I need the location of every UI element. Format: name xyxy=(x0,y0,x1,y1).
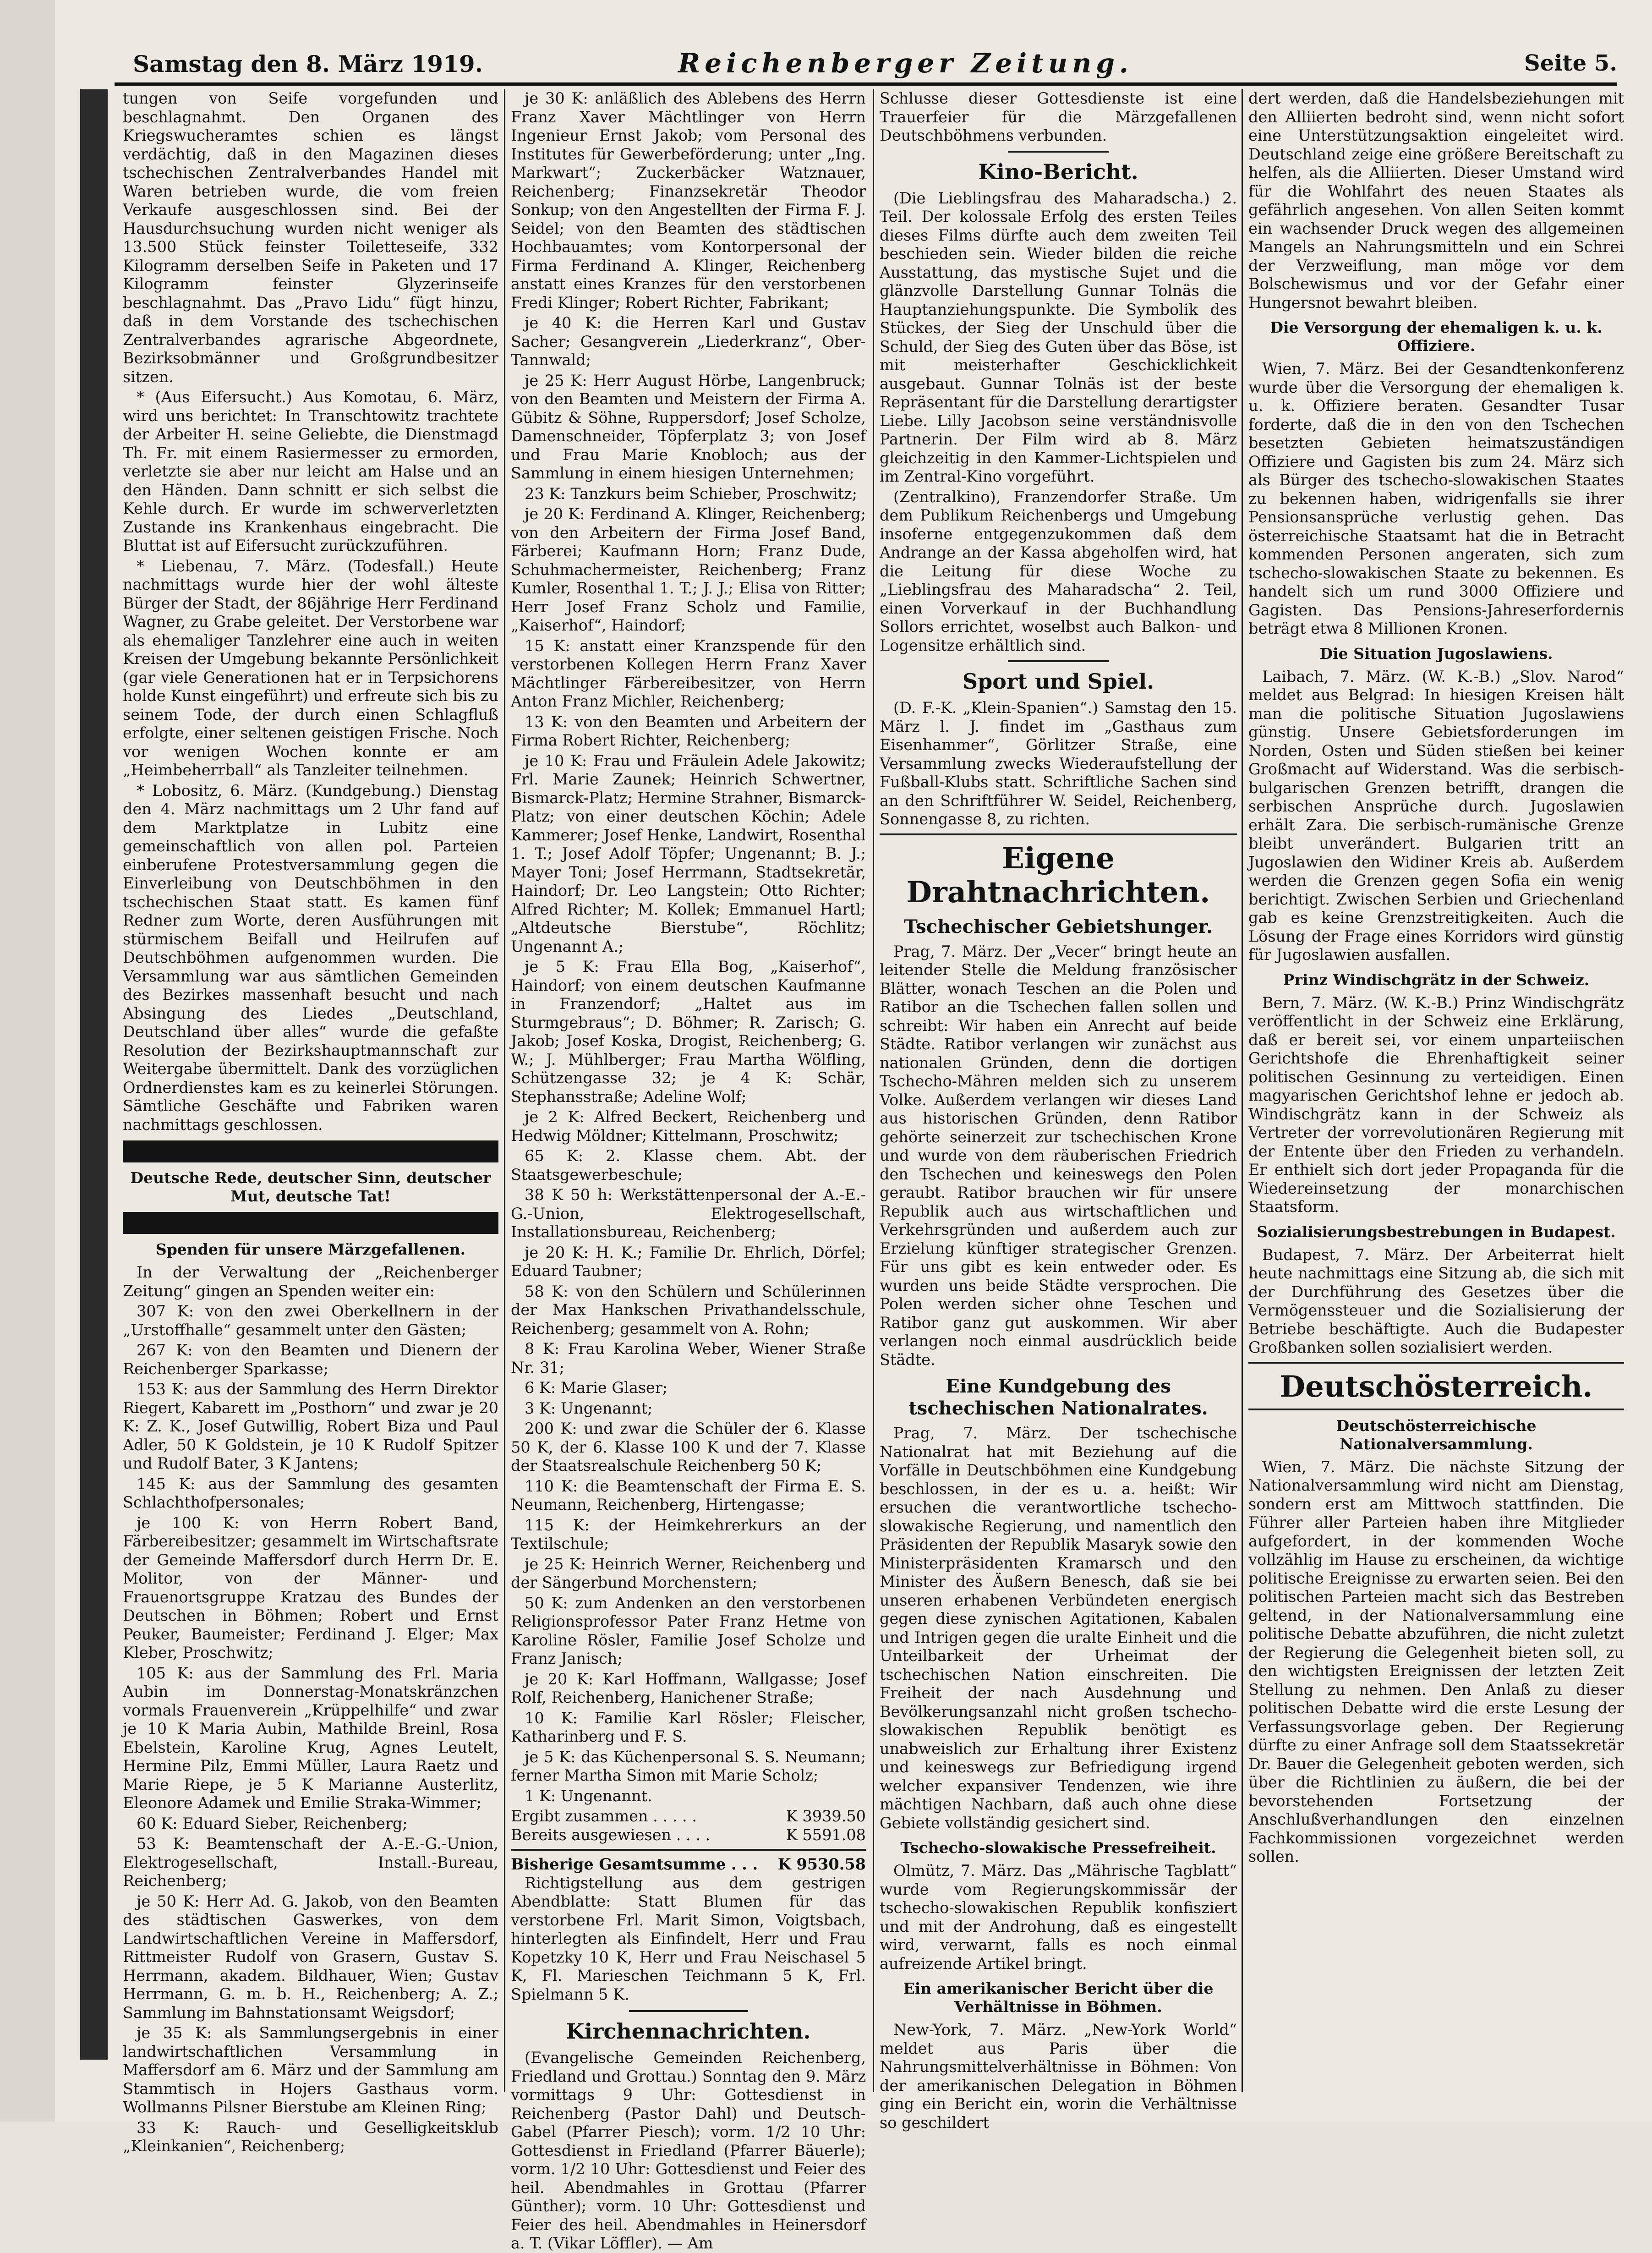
article-pressefreiheit: Olmütz, 7. März. Das „Mährische Tagblatt“ wurde vom Regierungskommissär der tschecho-slowakischen Republik konfisziert und mit der Androhung, daß es eingestellt wird, verwarnt, falls es noch einmal aufreizende Artikel bringt. xyxy=(880,1862,1237,1973)
donation-entry: je 20 K: Karl Hoffmann, Wallgasse; Josef Rolf, Reichenberg, Hanichener Straße; xyxy=(511,1670,866,1706)
donation-entry: 38 K 50 h: Werkstättenpersonal der A.-E.-G.-Union, Elektrogesellschaft, Installationsbureau, Reichenberg; xyxy=(511,1186,866,1241)
donation-entry: je 5 K: das Küchenpersonal S. S. Neumann; ferner Martha Simon mit Marie Scholz; xyxy=(511,1748,866,1784)
sum-label: Ergibt zusammen . . . . . xyxy=(511,1807,697,1825)
article-amerikanischer-bericht-continuation: dert werden, daß die Handelsbeziehungen mit den Alliierten bedroht sind, wenn nicht sofort eine Unterstützungsaktion eingeleitet wird. Deutschland zeige eine größere Bereitschaft zu helfen, als die Alliierten. Dieser Umstand wird für die Wohlfahrt des neuen Staates als gefährlich angesehen. Von allen Seiten kommt ein wachsender Druck wegen des allgemeinen Mangels an Nahrungsmitteln und ein Schrei der Verzweiflung, man möge vor dem Bolschewismus und vor der Gefahr einer Hungersnot bewahrt bleiben. xyxy=(1248,89,1624,312)
article-eifersucht: * (Aus Eifersucht.) Aus Komotau, 6. März, wird uns berichtet: In Transchtowitz trachtete der Arbeiter H. seine Geliebte, die Dienstmagd Th. Fr. mit einem Rasiermesser zu ermorden, verletzte sie aber nur leicht am Halse und an den Händen. Dann schnitt er sich selbst die Kehle durch. Er wurde im schwerverletzten Zustande ins Krankenhaus eingebracht. Die Bluttat ist auf Eifersucht zurückzuführen. xyxy=(123,388,498,554)
sum-label: Bereits ausgewiesen . . . . xyxy=(511,1825,711,1844)
sum-row xyxy=(511,1807,866,1826)
donation-entry: 8 K: Frau Karolina Weber, Wiener Straße Nr. 31; xyxy=(511,1340,866,1376)
masthead xyxy=(115,50,1617,87)
section-title-deutschoesterreich: Deutschösterreich. xyxy=(1280,1369,1593,1404)
headline-kundgebung: Eine Kundgebung des tschechischen Nationalrates. xyxy=(908,1376,1208,1419)
headline-pressefreiheit: Tschecho-slowakische Pressefreiheit. xyxy=(900,1839,1216,1857)
sum-rule xyxy=(511,1849,866,1851)
masthead-rule xyxy=(115,82,1617,86)
donation-entry: je 25 K: Herr August Hörbe, Langenbruck; von den Beamten und Meistern der Firma A. Gübitz & Söhne, Ruppersdorf; Josef Scholze, Damenschneider, Töpferplatz 3; von Josef und Frau Marie Knobloch; aus der Sammlung in einem hiesigen Unternehmen; xyxy=(511,371,866,482)
article-jugoslawien: Laibach, 7. März. (W. K.-B.) „Slov. Narod“ meldet aus Belgrad: In hiesigen Kreisen hält man die politische Situation Jugoslawiens günstig. Unsere Gebietsforderungen im Norden, Osten und Süden stießen bei keiner Großmacht auf Widerstand. Was die serbisch-bulgarischen Grenzen betrifft, drangen die serbischen Ansprüche durch. Jugoslawien erhält Zara. Die serbisch-rumänische Grenze bleibt unverändert. Bulgarien tritt an Jugoslawien den Widiner Kreis ab. Außerdem werden die Grenzen gegen Sofia ein wenig berichtigt. Zwischen Serbien und Griechenland gab es keine Grenzstreitigkeiten. Auch die Lösung der Frage eines Korridors wird günstig für Jugoslawien ausfallen. xyxy=(1248,667,1624,964)
donation-entry: 15 K: anstatt einer Kranzspende für den verstorbenen Kollegen Herrn Franz Xaver Mächtlinger Färbereibesitzer, von Herrn Anton Franz Michler, Reichenberg; xyxy=(511,636,866,710)
headline-offiziere: Die Versorgung der ehemaligen k. u. k. Offiziere. xyxy=(1270,318,1603,355)
donation-entry: 115 K: der Heimkehrerkurs an der Textilschule; xyxy=(511,1516,866,1552)
donation-entry: 53 K: Beamtenschaft der A.-E.-G.-Union, Elektrogesellschaft, Install.-Bureau, Reichenberg; xyxy=(123,1835,498,1890)
spenden-intro: In der Verwaltung der „Reichenberger Zeitung“ gingen an Spenden weiter ein: xyxy=(123,1263,498,1300)
section-title-kirche: Kirchennachrichten. xyxy=(566,2019,811,2044)
sum-value: K 3939.50 xyxy=(786,1807,866,1825)
section-rule xyxy=(629,2010,748,2012)
donation-entry: 33 K: Rauch- und Geselligkeitsklub „Kleinkanien“, Reichenberg; xyxy=(123,2118,498,2155)
column-divider xyxy=(504,89,505,2092)
column-4 xyxy=(1248,89,1624,2119)
donation-entry: 58 K: von den Schülern und Schülerinnen der Max Hankschen Privathandelsschule, Reichenberg; gesammelt von A. Rohn; xyxy=(511,1282,866,1338)
article-budapest: Budapest, 7. März. Der Arbeiterrat hielt heute nachmittags eine Sitzung ab, die sich mit der Durchführung des Gesetzes über die Vermögenssteuer und die Sozialisierung der Betriebe beschäftigte. Auch die Budapester Großbanken sollen sozialisiert werden. xyxy=(1248,1245,1624,1356)
donation-entry: je 30 K: anläßlich des Ablebens des Herrn Franz Xaver Mächtlinger von Herrn Ingenieur Ernst Jakob; vom Personal des Institutes für Gewerbeförderung; unter „Ing. Markwart“; Zuckerbäcker Watznauer, Reichenberg; Finanzsekretär Theodor Sonkup; von den Angestellten der Firma F. J. Seidel; von den Beamten des städtischen Hochbauamtes; vom Kontorpersonal der Firma Ferdinand A. Klinger, Reichenberg anstatt eines Kranzes für den verstorbenen Fredi Klinger; Robert Richter, Fabrikant; xyxy=(511,89,866,312)
article-lobositz: * Lobositz, 6. März. (Kundgebung.) Dienstag den 4. März nachmittags um 2 Uhr fand auf dem Marktplatze in Lubitz eine gemeinschaftlich von allen pol. Parteien einberufene Protestversammlung gegen die Einverleibung von Deutschböhmen in den tschechischen Staat statt. Es kamen fünf Redner zum Worte, deren Ausführungen mit stürmischem Beifall und Heilrufen auf Deutschböhmen aufgenommen wurden. Die Versammlung war aus sämtlichen Gemeinden des Bezirkes massenhaft besucht und nach Absingung des Liedes „Deutschland, Deutschland über alles“ wurde die gefaßte Resolution der Bezirkshauptmannschaft zur Weitergabe übermittelt. Dank des vorzüglichen Ordnerdienstes kam es zu keinerlei Störungen. Sämtliche Geschäfte und Fabriken waren nachmittags geschlossen. xyxy=(123,781,498,1134)
donation-entry: 65 K: 2. Klasse chem. Abt. der Staatsgewerbeschule; xyxy=(511,1147,866,1184)
donation-entry: 50 K: zum Andenken an den verstorbenen Religionsprofessor Pater Franz Hetme von Karoline Rösler, Familie Josef Scholze und Franz Janisch; xyxy=(511,1594,866,1667)
donation-entry: je 2 K: Alfred Beckert, Reichenberg und Hedwig Möldner; Kittelmann, Proschwitz; xyxy=(511,1108,866,1145)
donation-entry: 307 K: von den zwei Oberkellnern in der „Urstoffhalle“ gesammelt unter den Gästen; xyxy=(123,1302,498,1339)
article-kundgebung: Prag, 7. März. Der tschechische Nationalrat hat mit Beziehung auf die Vorfälle in Deutschböhmen eine Kundgebung beschlossen, in der es u. a. heißt: Wir ersuchen die verantwortliche tschecho-slowakische Regierung, und namentlich den Präsidenten der Republik Masaryk sowie den Ministerpräsidenten Kramarsch und den Minister des Äußern Benesch, daß sie bei unseren erhabenen Verbündeten energisch gegen diese zynischen Agitationen, Kabalen und Intrigen gegen die uralte Einheit und die Unteilbarkeit der Urheimat der tschechischen Nation einschreiten. Die Freiheit der nach Ausdehnung und Bevölkerungsanzahl nicht großen tschecho-slowakischen Republik benötigt es unabweislich zur Erhaltung ihrer Existenz und keineswegs zur Befriedigung irgend welcher expansiver Tendenzen, wie ihre mächtigen Nachbarn, daß auch ohne diese Gebiete vollständig gesichert sind. xyxy=(880,1424,1237,1832)
article-amerikanischer-bericht: New-York, 7. März. „New-York World“ meldet aus Paris über die Nahrungsmittelverhältnisse in Böhmen: Von der amerikanischen Delegation in Böhmen ging ein Bericht ein, worin die Verhältnisse so geschildert xyxy=(880,2021,1237,2132)
donation-entry: 1 K: Ungenannt. xyxy=(525,1787,652,1805)
donation-entry: je 50 K: Herr Ad. G. Jakob, von den Beamten des städtischen Gaswerkes, von dem Landwirtschaftlichen Vereine in Maffersdorf, Rittmeister Rudolf von Grasern, Gustav S. Herrmann, akadem. Bildhauer, Wien; Gustav Herrmann, G. m. b. H., Reichenberg; A. Z.; Sammlung im Bahnstationsamt Weigsdorf; xyxy=(123,1892,498,2022)
column-divider xyxy=(1242,89,1243,2092)
donation-entry: 13 K: von den Beamten und Arbeitern der Firma Robert Richter, Reichenberg; xyxy=(511,713,866,749)
column-2 xyxy=(511,89,866,2252)
donation-entry: 23 K: Tanzkurs beim Schieber, Proschwitz; xyxy=(525,484,858,503)
donation-entry: 110 K: die Beamtenschaft der Firma E. S. Neumann, Reichenberg, Hirtengasse; xyxy=(511,1477,866,1513)
donation-entry: 105 K: aus der Sammlung des Frl. Maria Aubin im Donnerstag-Monatskränzchen vormals Frauenverein „Krüppelhilfe“ und zwar je 10 K Maria Aubin, Mathilde Breinl, Rosa Ebelstein, Karoline Krug, Agnes Leutelt, Hermine Pilz, Emmi Müller, Laura Raetz und Marie Riepe, je 5 K Marianne Austerlitz, Eleonore Adamek und Emilie Straka-Wimmer; xyxy=(123,1664,498,1812)
sum-row xyxy=(511,1826,866,1845)
section-title-sport: Sport und Spiel. xyxy=(962,669,1154,694)
column-divider xyxy=(873,89,874,2092)
donation-entry: je 10 K: Frau und Fräulein Adele Jakowitz; Frl. Marie Zaunek; Heinrich Schwertner, Bismarck-Platz; Hermine Strahner, Bismarck-Platz; von einer deutschen Köchin; Adele Kammerer; Josef Henke, Landwirt, Rosenthal 1. T.; Josef Adolf Töpfer; Ungenannt; B. J.; Mayer Toni; Josef Herrmann, Stadtsekretär, Haindorf; Dr. Leo Langstein; Otto Richter; Alfred Richter; M. Kollek; Emmanuel Hartl; „Altdeutsche Bierstube“, Röchlitz; Ungenannt A.; xyxy=(511,751,866,955)
page-number: Seite 5. xyxy=(1524,50,1617,76)
donation-entry: je 35 K: als Sammlungsergebnis in einer landwirtschaftlichen Versammlung in Maffersdorf am 6. März und der Sammlung am Stammtisch in Hojers Gasthaus vorm. Wollmanns Pilsner Bierstube am Kleinen Ring; xyxy=(123,2024,498,2116)
section-rule xyxy=(1008,660,1109,662)
total-label: Bisherige Gesamtsumme . . . xyxy=(511,1855,758,1873)
article-windischgraetz: Bern, 7. März. (W. K.-B.) Prinz Windischgrätz veröffentlicht in der Schweiz eine Erklärung, daß er bereit sei, vor einem unparteiischen Gerichtshofe die Ehrenhaftigkeit seiner politischen Gesinnung zu verteidigen. Einen magyarischen Gerichtshof lehne er jedoch ab. Windischgrätz kann in der Schweiz als Vertreter der vorrevolutionären Regierung mit der Entente über den Frieden zu verhandeln. Er enthielt sich dort jeder Propaganda für die Wiedereinsetzung der monarchischen Staatsform. xyxy=(1248,993,1624,1216)
article-gebietshunger: Prag, 7. März. Der „Vecer“ bringt heute an leitender Stelle die Meldung französischer Blätter, wonach Teschen an die Polen und Ratibor an die Tschechen fallen sollen und schreibt: Wir haben ein Anrecht auf beide Städte. Ratibor verlangen wir zunächst aus nationalen Gründen, denn die dortigen Tschecho-Mähren melden sich zu unserem Volke. Außerdem verlangen wir dieses Land aus historischen Gründen, denn Ratibor gehörte seinerzeit zur tschechischen Krone und wurde von dem räuberischen Friedrich den Tschechen und keineswegs den Polen geraubt. Ratibor brauchen wir für unsere Republik auch aus wirtschaftlichen und Verkehrsgründen und außerdem auch zur Erzielung künftiger strategischer Grenzen. Für uns gibt es kein entweder oder. Es wurden uns beide Städte versprochen. Die Polen werden sicher ohne Teschen und Ratibor ganz gut auskommen. Wir aber verlangen noch einmal ausdrücklich beide Städte. xyxy=(880,942,1237,1369)
headline-amerikanischer-bericht: Ein amerikanischer Bericht über die Verhältnisse in Böhmen. xyxy=(903,1979,1214,2016)
donation-entry: 10 K: Familie Karl Rösler; Fleischer, Katharinberg und F. S. xyxy=(511,1709,866,1745)
sum-value: K 5591.08 xyxy=(786,1825,866,1844)
donation-entry: 3 K: Ungenannt; xyxy=(525,1399,653,1417)
page-margin xyxy=(0,0,55,2121)
section-rule xyxy=(1008,151,1109,153)
binding-shadow xyxy=(80,89,108,2060)
total-value: K 9530.58 xyxy=(777,1855,866,1873)
donation-entry: 153 K: aus der Sammlung des Herrn Direktor Riegert, Kabarett im „Posthorn“ und zwar je 20 K: Z. K., Josef Gutwillig, Robert Biza und Paul Adler, 50 K Goldstein, je 10 K Rudolf Spitzer und Rudolf Bater, 3 K Jantens; xyxy=(123,1380,498,1472)
article-kirche: (Evangelische Gemeinden Reichenberg, Friedland und Grottau.) Sonntag den 9. März vormittags 9 Uhr: Gottesdienst in Reichenberg (Pastor Dahl) und Deutsch-Gabel (Pfarrer Piesch); vorm. 1/2 10 Uhr: Gottesdienst in Friedland (Pfarrer Bäuerle); vorm. 1/2 10 Uhr: Gottesdienst und Feier des heil. Abendmahles in Grottau (Pfarrer Günther); vorm. 10 Uhr: Gottesdienst und Feier des heil. Abendmahles in Heinersdorf a. T. (Vikar Löffler). — Am xyxy=(511,2049,866,2252)
donation-entry: 145 K: aus der Sammlung des gesamten Schlachthofpersonales; xyxy=(123,1475,498,1511)
black-bar xyxy=(123,1140,498,1162)
donation-entry: je 40 K: die Herren Karl und Gustav Sacher; Gesangverein „Liederkranz“, Ober-Tannwald; xyxy=(511,314,866,369)
donation-entry: je 20 K: H. K.; Familie Dr. Ehrlich, Dörfel; Eduard Taubner; xyxy=(511,1243,866,1280)
headline-windischgraetz: Prinz Windischgrätz in der Schweiz. xyxy=(1283,970,1590,989)
article-kino-2: (Zentralkino), Franzendorfer Straße. Um dem Publikum Reichenbergs und Umgebung insoferne entgegenzukommen daß dem Andrange an der Kassa abgeholfen wird, hat die Leitung für diese Woche zu „Lieblingsfrau des Maharadscha“ 2. Teil, einen Vorverkauf in der Buchhandlung Sollors errichtet, woselbst auch Balkon- und Logensitze erhältlich sind. xyxy=(880,488,1237,654)
headline-budapest: Sozialisierungsbestrebungen in Budapest. xyxy=(1257,1222,1616,1241)
donation-entry: je 20 K: Ferdinand A. Klinger, Reichenberg; von den Arbeitern der Firma Josef Band, Färberei; Kaufmann Horn; Franz Dude, Schuhmachermeister, Reichenberg; Franz Kumler, Rosenthal 1. T.; J. J.; Elisa von Ritter; Herr Josef Franz Scholz und Familie, „Kaiserhof“, Haindorf; xyxy=(511,505,866,634)
section-rule xyxy=(880,833,1237,835)
column-3 xyxy=(880,89,1237,2132)
donation-entry: je 25 K: Heinrich Werner, Reichenberg und der Sängerbund Morchenstern; xyxy=(511,1555,866,1591)
section-title-spenden: Spenden für unsere Märzgefallenen. xyxy=(155,1240,466,1258)
newspaper-title: Reichenberger Zeitung. xyxy=(678,48,1133,79)
donation-entry: je 5 K: Frau Ella Bog, „Kaiserhof“, Haindorf; von einem deutschen Kaufmanne in Franzendorf; „Haltet aus im Sturmgebraus“; D. Böhmer; R. Zarisch; G. Jakob; Josef Koska, Drogist, Reichenberg; G. W.; J. Mühlberger; Frau Martha Wölfling, Schützengasse 32; je 4 K: Schär, Stephansstraße; Adeline Wolf; xyxy=(511,958,866,1106)
section-rule xyxy=(1248,1409,1624,1410)
article-offiziere: Wien, 7. März. Bei der Gesandtenkonferenz wurde über die Versorgung der ehemaligen k. u. k. Offiziere beraten. Gesandter Tusar forderte, daß die in den von den Tschechen besetzten Gebieten heimatszuständigen Offiziere und Gagisten bis zum 24. März sich als Bürger des tschecho-slowakischen Staates zu bekennen haben, widrigenfalls sie ihrer Pensionsansprüche verlustig gehen. Das österreichische Staatsamt hat die in Betracht kommenden Personen angeraten, sich zum tschecho-slowakischen Staate zu bekennen. Es handelt sich um rund 3000 Offiziere und Gagisten. Das Pensions-Jahreserfordernis beträgt etwa 8 Millionen Kronen. xyxy=(1248,360,1624,637)
article-seife-continuation: tungen von Seife vorgefunden und beschlagnahmt. Den Organen des Kriegswucheramtes schien es längst verdächtig, daß in den Magazinen dieses tschechischen Zentralverbandes Handel mit Waren betrieben wurde, die vom freien Verkaufe ausgeschlossen sind. Bei der Hausdurchsuchung wurden nicht weniger als 13.500 Stück feinster Toiletteseife, 332 Kilogramm derselben Seife in Paketen und 17 Kilogramm feinster Glyzerinseife beschlagnahmt. Das „Pravo Lidu“ fügt hinzu, daß in dem Vorstande des tschechischen Zentralverbandes agrarische Abgeordnete, Bezirksobmänner und Großgrundbesitzer sitzen. xyxy=(123,89,498,386)
total-row xyxy=(511,1855,866,1874)
headline-gebietshunger: Tschechischer Gebietshunger. xyxy=(904,915,1213,937)
article-liebenau: * Liebenau, 7. März. (Todesfall.) Heute nachmittags wurde hier der wohl älteste Bürger der Stadt, der 86jährige Herr Ferdinand Wagner, zu Grabe geleitet. Der Verstorbene war als ehemaliger Tanzlehrer eine auch in weiten Kreisen der Umgebung bekannte Persönlichkeit (gar viele Generationen hat er in Terpsichorens holde Kunst eingeführt) und erfreute sich bis zu seinem Tode, der durch einen Schlagfluß erfolgte, einer seltenen geistigen Frische. Noch vor wenigen Wochen konnte er am „Heimbeherrball“ als Tanzleiter teilnehmen. xyxy=(123,557,498,779)
section-title-drahtnachrichten: Eigene Drahtnachrichten. xyxy=(906,841,1210,910)
article-nationalversammlung: Wien, 7. März. Die nächste Sitzung der Nationalversammlung wird nicht am Dienstag, sondern erst am Mittwoch stattfinden. Die Führer aller Parteien haben ihre Mitglieder aufgefordert, in der kommenden Woche vollzählig im Hause zu erscheinen, da wichtige politische Ereignisse zu erwarten seien. Bei den politischen Parteien macht sich das Bestreben geltend, in der Nationalversammlung eine politische Debatte abzuführen, die nicht zuletzt der Regierung die Gelegenheit bieten soll, zu den wichtigsten Ereignissen der letzten Zeit Stellung zu nehmen. Den Anlaß zu dieser politischen Debatte wird die erste Lesung der Verfassungsvorlage geben. Der Regierung dürfte zu einer Anfrage soll dem Staatssekretär Dr. Bauer die Gelegenheit geboten werden, sich über die Richtlinien zu äußern, die bei der bevorstehenden Fortsetzung der Anschlußverhandlungen den einzelnen Fachkommissionen vorgezeichnet werden sollen. xyxy=(1248,1458,1624,1865)
column-1 xyxy=(123,89,498,2155)
donation-entry: 60 K: Eduard Sieber, Reichenberg; xyxy=(137,1814,408,1832)
article-sport: (D. F.-K. „Klein-Spanien“.) Samstag den 15. März l. J. findet im „Gasthaus zum Eisenhammer“, Görlitzer Straße, eine Versammlung zwecks Wiederaufstellung der Fußball-Klubs statt. Schriftliche Sachen sind an den Schriftführer W. Seidel, Reichenberg, Sonnengasse 8, zu richten. xyxy=(880,699,1237,828)
donation-entry: je 100 K: von Herrn Robert Band, Färbereibesitzer; gesammelt im Wirtschaftsrate der Gemeinde Maffersdorf durch Herrn Dr. E. Molitor, von der Männer- und Frauenortsgruppe Kratzau des Bundes der Deutschen in Böhmen; Robert und Ernst Peuker, Baumeister; Ferdinand J. Elger; Max Kleber, Proschwitz; xyxy=(123,1513,498,1661)
motto: Deutsche Rede, deutscher Sinn, deutscher Mut, deutsche Tat! xyxy=(130,1169,491,1205)
headline-nationalversammlung: Deutschösterreichische Nationalversammlung. xyxy=(1336,1416,1537,1453)
article-kirche-continuation: Schlusse dieser Gottesdienste ist eine Trauerfeier für die Märzgefallenen Deutschböhmens verbunden. xyxy=(880,89,1237,144)
section-title-kino: Kino-Bericht. xyxy=(978,159,1138,184)
section-rule xyxy=(1248,1362,1624,1364)
black-bar xyxy=(123,1212,498,1234)
donation-entry: 6 K: Marie Glaser; xyxy=(525,1379,668,1397)
headline-jugoslawien: Die Situation Jugoslawiens. xyxy=(1319,644,1553,663)
donation-entry: 200 K: und zwar die Schüler der 6. Klasse 50 K, der 6. Klasse 100 K und der 7. Klasse der Staatsrealschule Reichenberg 50 K; xyxy=(511,1420,866,1475)
correction-note: Richtigstellung aus dem gestrigen Abendblatte: Statt Blumen für das verstorbene Frl. Marit Simon, Voigtsbach, hinterlegten als Einfindelt, Herr und Frau Kopetzky 10 K, Herr und Frau Neischasel 5 K, Fl. Marieschen Teichmann 5 K, Frl. Spielmann 5 K. xyxy=(511,1874,866,2003)
donation-entry: 267 K: von den Beamten und Dienern der Reichenberger Sparkasse; xyxy=(123,1341,498,1378)
issue-date: Samstag den 8. März 1919. xyxy=(133,50,483,77)
article-kino-1: (Die Lieblingsfrau des Maharadscha.) 2. Teil. Der kolossale Erfolg des ersten Teiles dieses Films dürfte auch dem zweiten Teil beschieden sein. Wieder bilden die reiche Ausstattung, das mystische Sujet und die glänzvolle Darstellung Gunnar Tolnäs die Hauptanziehungspunkte. Die Symbolik des Stückes, der Sieg der Unschuld über die Schuld, der Sieg des Guten über das Böse, ist mit meisterhafter Geschicklichkeit ausgebaut. Gunnar Tolnäs ist der beste Repräsentant für die Darstellung derartigster Liebe. Lilly Jacobson seine verständnisvolle Partnerin. Der Film wird ab 8. März gleichzeitig in den Kammer-Lichtspielen und im Zentral-Kino vorgeführt. xyxy=(880,189,1237,485)
